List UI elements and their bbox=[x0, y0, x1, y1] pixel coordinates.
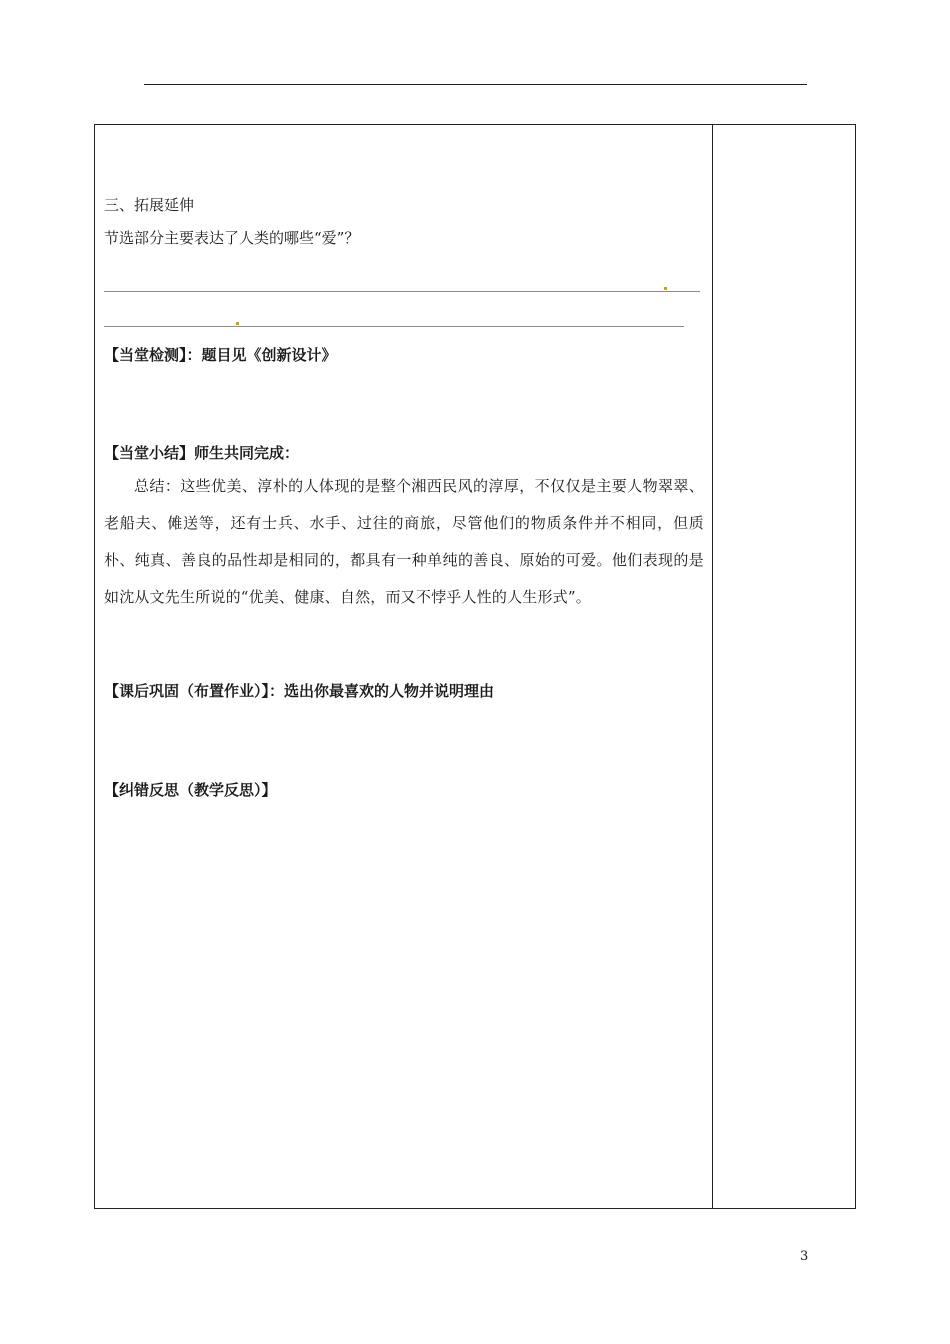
lesson-table bbox=[94, 124, 856, 1209]
homework-label: 【课后巩固（布置作业）】：选出你最喜欢的人物并说明理由 bbox=[104, 682, 495, 700]
reflection-label: 【纠错反思（教学反思）】 bbox=[104, 781, 277, 799]
table-column-divider bbox=[712, 124, 713, 1209]
summary-paragraph: 总结：这些优美、淳朴的人体现的是整个湘西民风的淳厚，不仅仅是主要人物翠翠、老船夫、傩送等，还有士兵、水手、过往的商旅，尽管他们的物质条件并不相同，但质朴、纯真、善良的品性却是相同的，都具有一种单纯的善良、原始的可爱。他们表现的是如沈从文先生所说的“优美、健康、自然，而又不悖乎人性的人生形式”。 bbox=[104, 477, 704, 606]
in-class-test-label: 【当堂检测】：题目见《创新设计》 bbox=[104, 346, 337, 364]
answer-line-mark bbox=[236, 322, 239, 325]
in-class-summary-label: 【当堂小结】师生共同完成： bbox=[104, 444, 300, 462]
section-extension-heading: 三、拓展延伸 bbox=[104, 196, 195, 214]
answer-line-1 bbox=[104, 291, 700, 292]
page-number: 3 bbox=[800, 1249, 809, 1264]
answer-line-mark bbox=[664, 287, 667, 290]
header-rule bbox=[144, 84, 807, 85]
section-extension-question: 节选部分主要表达了人类的哪些“爱”？ bbox=[104, 229, 360, 247]
answer-line-2 bbox=[104, 326, 684, 327]
